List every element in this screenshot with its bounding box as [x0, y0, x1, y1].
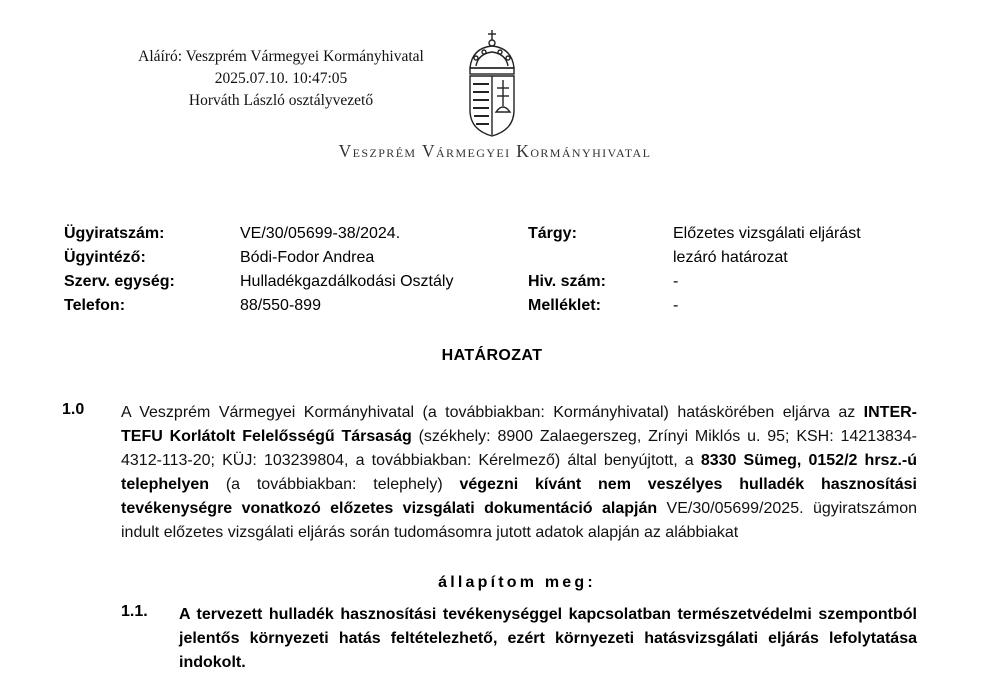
signer-line-1: Aláíró: Veszprém Vármegyei Kormányhivatal — [138, 48, 424, 65]
meta-row — [64, 246, 914, 270]
section-number: 1.0 — [62, 401, 85, 418]
case-number-label: Ügyiratszám: — [64, 225, 165, 242]
meta-row — [64, 270, 914, 294]
attachment-label: Melléklet: — [528, 297, 601, 314]
meta-row — [64, 222, 914, 246]
attachment-value: - — [673, 297, 679, 314]
applicant-company-name: INTER-TEFU Korlátolt Felelősségű Társaság — [121, 404, 917, 445]
subsection-paragraph: A tervezett hulladék hasznosítási tevékenységgel kapcsolatban természetvédelmi szempontból jelentős környezeti hatás feltételezhető, ezért környezeti hatásvizsgálati eljárás lefolytatása indokolt. — [179, 606, 917, 671]
unit-label: Szerv. egység: — [64, 273, 175, 290]
subject-label-empty — [528, 246, 673, 270]
reference-number-label: Hiv. szám: — [528, 273, 606, 290]
case-metadata — [64, 222, 914, 318]
case-officer-value: Bódi-Fodor Andrea — [240, 249, 375, 266]
paragraph-text: (a továbbiakban: telephely) — [209, 476, 460, 493]
paragraph-text: A Veszprém Vármegyei Kormányhivatal (a továbbiakban: Kormányhivatal) hatáskörében eljárva az — [121, 404, 864, 421]
paragraph-text: VE/30/05699/2025. ügyiratszámon indult előzetes vizsgálati eljárás során tudomásomra jutott adatok alapján az alábbiakat — [121, 500, 917, 541]
meta-row — [64, 294, 914, 318]
agency-name-header: Veszprém Vármegyei Kormányhivatal — [338, 141, 652, 161]
coat-of-arms-icon — [462, 28, 522, 138]
subsection-number: 1.1. — [121, 603, 148, 620]
signer-name: Horváth László osztályvezető — [188, 92, 374, 109]
activity-description: végezni kívánt nem veszélyes hulladék hasznosítási tevékenységre vonatkozó előzetes vizsgálati dokumentáció alapján — [121, 476, 917, 517]
finding-heading: állapítom meg: — [438, 574, 596, 591]
reference-number-value: - — [673, 273, 679, 290]
phone-label: Telefon: — [64, 297, 126, 314]
subject-value-line-1: Előzetes vizsgálati eljárást — [673, 225, 861, 242]
electronic-signature-block — [96, 46, 466, 112]
phone-value: 88/550-899 — [240, 297, 321, 314]
subject-label: Tárgy: — [528, 225, 577, 242]
signature-timestamp: 2025.07.10. 10:47:05 — [214, 70, 348, 87]
case-number-value: VE/30/05699-38/2024. — [240, 225, 401, 242]
case-officer-label: Ügyintéző: — [64, 249, 146, 266]
subject-value-line-2: lezáró határozat — [673, 249, 788, 266]
document-title: HATÁROZAT — [441, 347, 543, 364]
unit-value: Hulladékgazdálkodási Osztály — [240, 273, 454, 290]
section-paragraph — [121, 401, 917, 545]
site-location: 8330 Sümeg, 0152/2 hrsz.-ú telephelyen — [121, 452, 917, 493]
paragraph-text: (székhely: 8900 Zalaegerszeg, Zrínyi Miklós u. 95; KSH: 14213834-4312-113-20; KÜJ: 103239804, a továbbiakban: Kérelmező) által benyújtott, a — [121, 428, 918, 469]
